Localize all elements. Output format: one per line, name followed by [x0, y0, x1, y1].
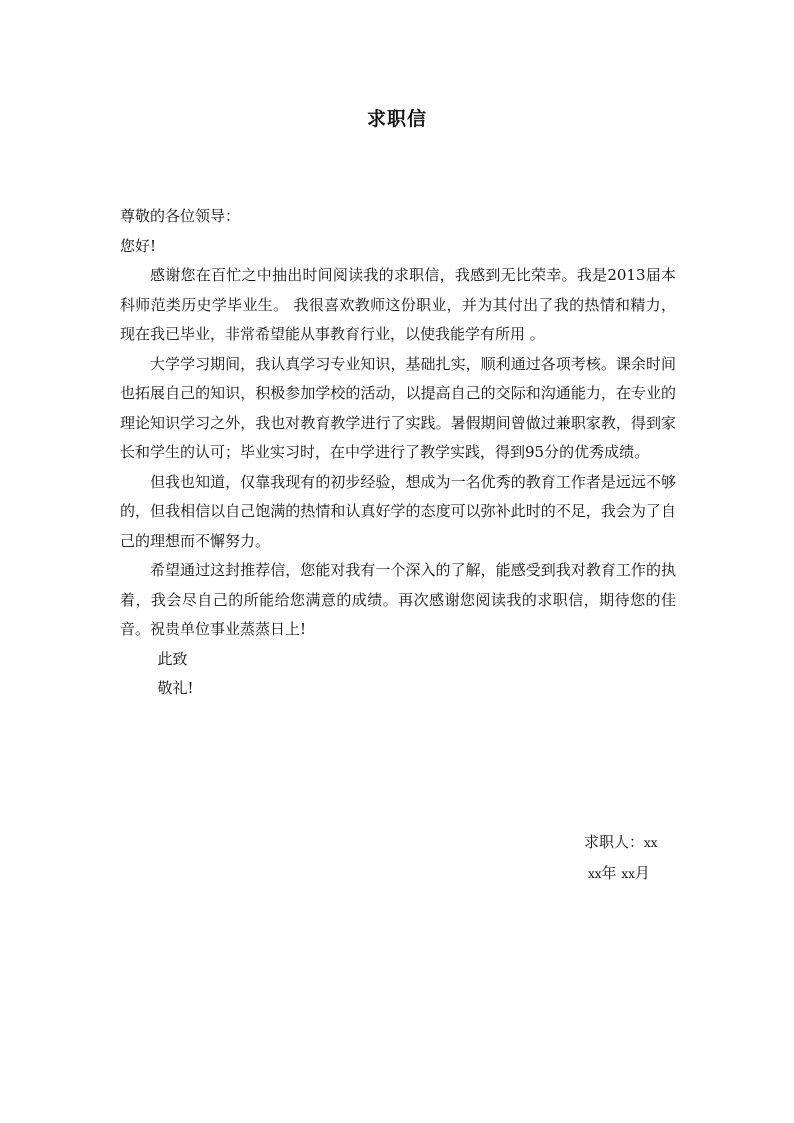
signature-label: 求职人：	[584, 833, 645, 851]
signature-line	[584, 827, 658, 858]
paragraph-1: 感谢您在百忙之中抽出时间阅读我的求职信，我感到无比荣幸。我是2013届本科师范类历史学毕业生。 我很喜欢教师这份职业，并为其付出了我的热情和精力，现在我已毕业，非常希望能从事教育行业，以使我能学有所用 。	[120, 266, 676, 343]
paragraph-2: 大学学习期间，我认真学习专业知识，基础扎实，顺利通过各项考核。课余时间也拓展自己的知识，积极参加学校的活动，以提高自己的交际和沟通能力，在专业的理论知识学习之外，我也对教育教学进行了实践。暑假期间曾做过兼职家教，得到家长和学生的认可；毕业实习时，在中学进行了教学实践，得到95分的优秀成绩。	[120, 354, 676, 461]
signature-block	[584, 827, 658, 889]
date-month: xx	[621, 867, 635, 881]
paragraph-4: 希望通过这封推荐信，您能对我有一个深入的了解，能感受到我对教育工作的执着，我会尽自己的所能给您满意的成绩。再次感谢您阅读我的求职信，期待您的佳音。祝贵单位事业蒸蒸日上!	[120, 561, 676, 638]
paragraph-3: 但我也知道，仅靠我现有的初步经验，想成为一名优秀的教育工作者是远远不够的，但我相信以自己饱满的热情和认真好学的态度可以弥补此时的不足，我会为了自己的理想而不懈努力。	[120, 472, 676, 550]
closing-salutation: 此致	[157, 649, 188, 668]
hello-line: 您好!	[120, 236, 157, 255]
date-year-unit: 年	[601, 864, 617, 882]
date-line	[584, 858, 658, 889]
letter-body	[120, 202, 676, 704]
page-title: 求职信	[366, 108, 427, 130]
date-year: xx	[588, 867, 602, 881]
signature-name: xx	[644, 836, 658, 850]
date-month-unit: 月	[634, 864, 650, 882]
closing-respect: 敬礼!	[157, 679, 194, 697]
greeting: 尊敬的各位领导：	[120, 207, 241, 225]
